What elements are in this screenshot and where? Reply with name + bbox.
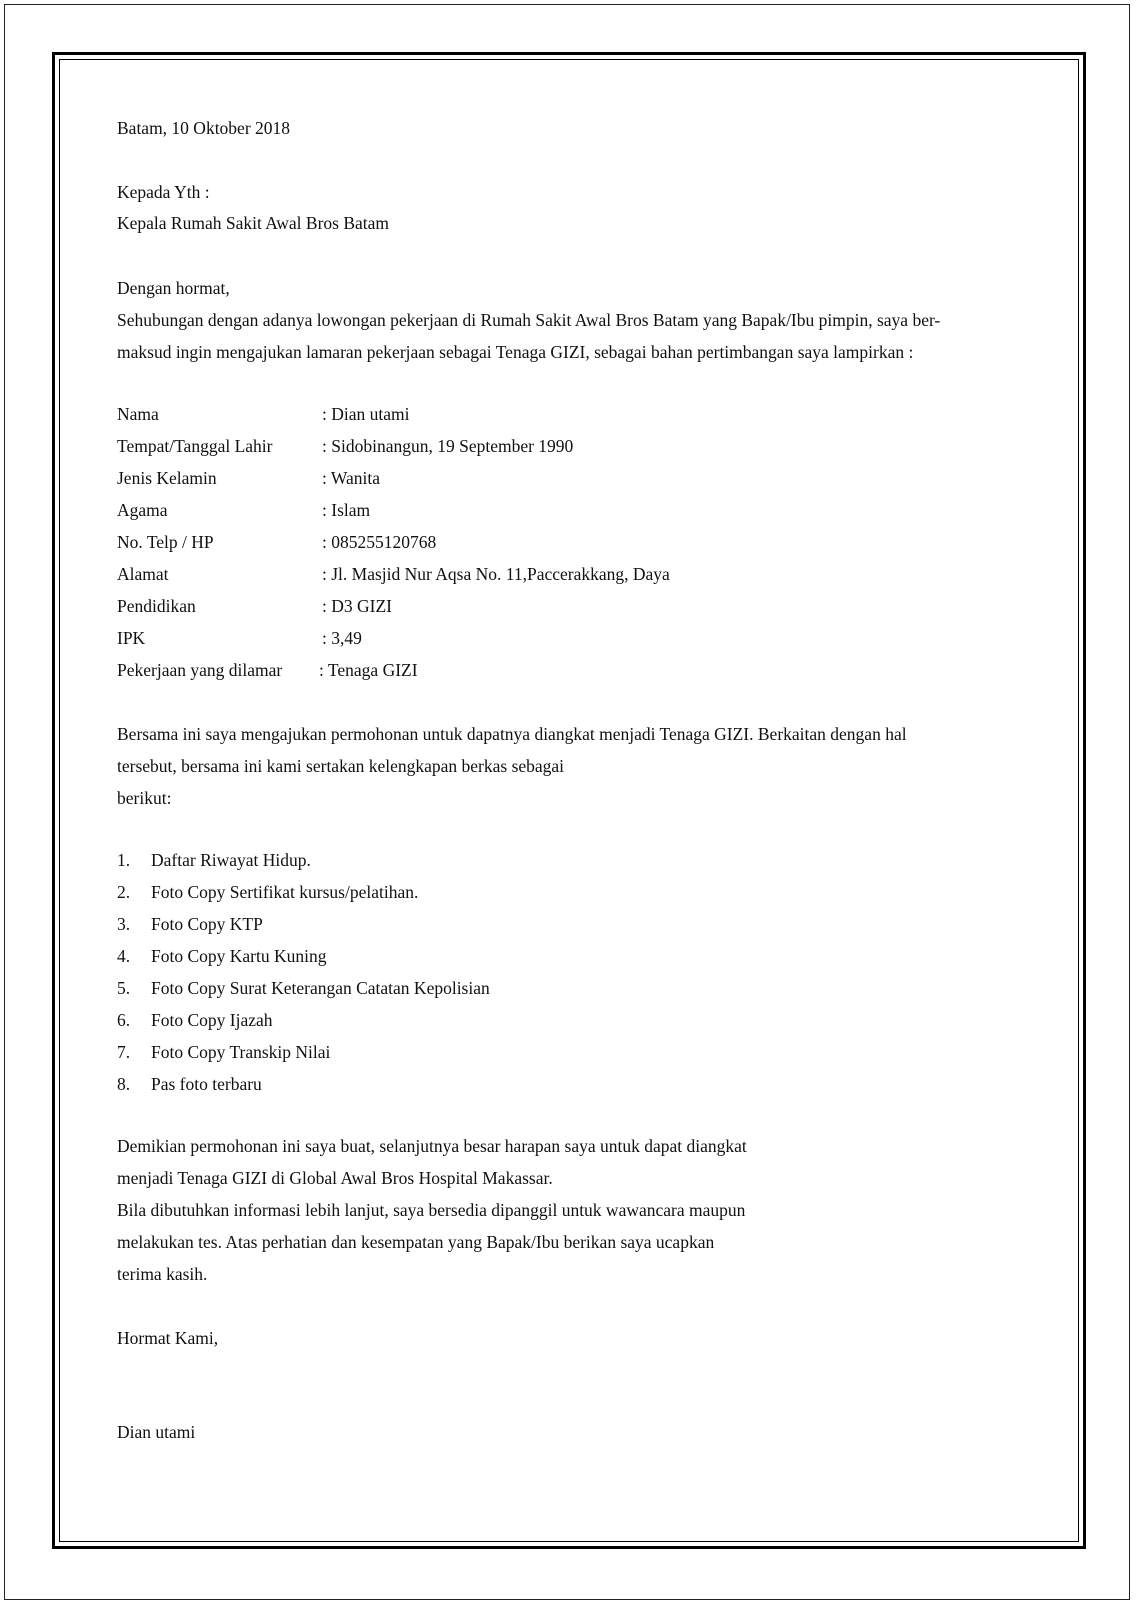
detail-label: Pekerjaan yang dilamar [117,660,283,680]
intro-line: maksud ingin mengajukan lamaran pekerjaan sebagai Tenaga GIZI, sebagai bahan pertimbangan saya lampirkan : [117,342,914,362]
detail-value: : Islam [322,500,371,520]
detail-value: : Wanita [322,468,381,488]
body-line: Bersama ini saya mengajukan permohonan untuk dapatnya diangkat menjadi Tenaga GIZI. Berkaitan dengan hal [117,724,907,744]
detail-value: : Sidobinangun, 19 September 1990 [322,436,574,456]
signature-name: Dian utami [117,1422,196,1442]
closing-line: Demikian permohonan ini saya buat, selanjutnya besar harapan saya untuk dapat diangkat [117,1136,747,1156]
detail-value: : 085255120768 [322,532,437,552]
list-item-number: 1. [117,850,131,870]
list-item-number: 3. [117,914,131,934]
list-item-number: 8. [117,1074,131,1094]
detail-label: Agama [117,500,168,520]
recipient: Kepala Rumah Sakit Awal Bros Batam [117,213,390,233]
intro-line: Sehubungan dengan adanya lowongan pekerjaan di Rumah Sakit Awal Bros Batam yang Bapak/Ibu pimpin, saya ber- [117,310,941,330]
list-item: Foto Copy Surat Keterangan Catatan Kepolisian [151,978,490,998]
list-item-number: 2. [117,882,131,902]
detail-label: Pendidikan [117,596,196,616]
detail-value: : D3 GIZI [322,596,392,616]
list-item-number: 7. [117,1042,131,1062]
closing-line: Bila dibutuhkan informasi lebih lanjut, saya bersedia dipanggil untuk wawancara maupun [117,1200,746,1220]
detail-label: Tempat/Tanggal Lahir [117,436,273,456]
list-item: Daftar Riwayat Hidup. [151,850,311,870]
detail-value: : 3,49 [322,628,362,648]
list-item: Foto Copy KTP [151,914,263,934]
list-item: Foto Copy Kartu Kuning [151,946,327,966]
salutation: Dengan hormat, [117,278,230,298]
detail-label: No. Telp / HP [117,532,214,552]
detail-label: Alamat [117,564,169,584]
list-item-number: 5. [117,978,131,998]
closing-line: menjadi Tenaga GIZI di Global Awal Bros Hospital Makassar. [117,1168,553,1188]
body-line: tersebut, bersama ini kami sertakan kelengkapan berkas sebagai [117,756,565,776]
recipient-label: Kepada Yth : [117,182,210,202]
list-item: Foto Copy Ijazah [151,1010,273,1030]
list-item: Pas foto terbaru [151,1074,262,1094]
detail-value: : Jl. Masjid Nur Aqsa No. 11,Paccerakkang, Daya [322,564,670,584]
place-date: Batam, 10 Oktober 2018 [117,118,291,138]
detail-value: : Dian utami [322,404,410,424]
detail-value: : Tenaga GIZI [319,660,418,680]
body-line: berikut: [117,788,172,808]
list-item: Foto Copy Sertifikat kursus/pelatihan. [151,882,419,902]
list-item-number: 6. [117,1010,131,1030]
detail-label: IPK [117,628,146,648]
detail-label: Jenis Kelamin [117,468,217,488]
detail-label: Nama [117,404,159,424]
closing-line: melakukan tes. Atas perhatian dan kesempatan yang Bapak/Ibu berikan saya ucapkan [117,1232,715,1252]
sign-off: Hormat Kami, [117,1328,219,1348]
closing-line: terima kasih. [117,1264,208,1284]
list-item-number: 4. [117,946,131,966]
list-item: Foto Copy Transkip Nilai [151,1042,331,1062]
